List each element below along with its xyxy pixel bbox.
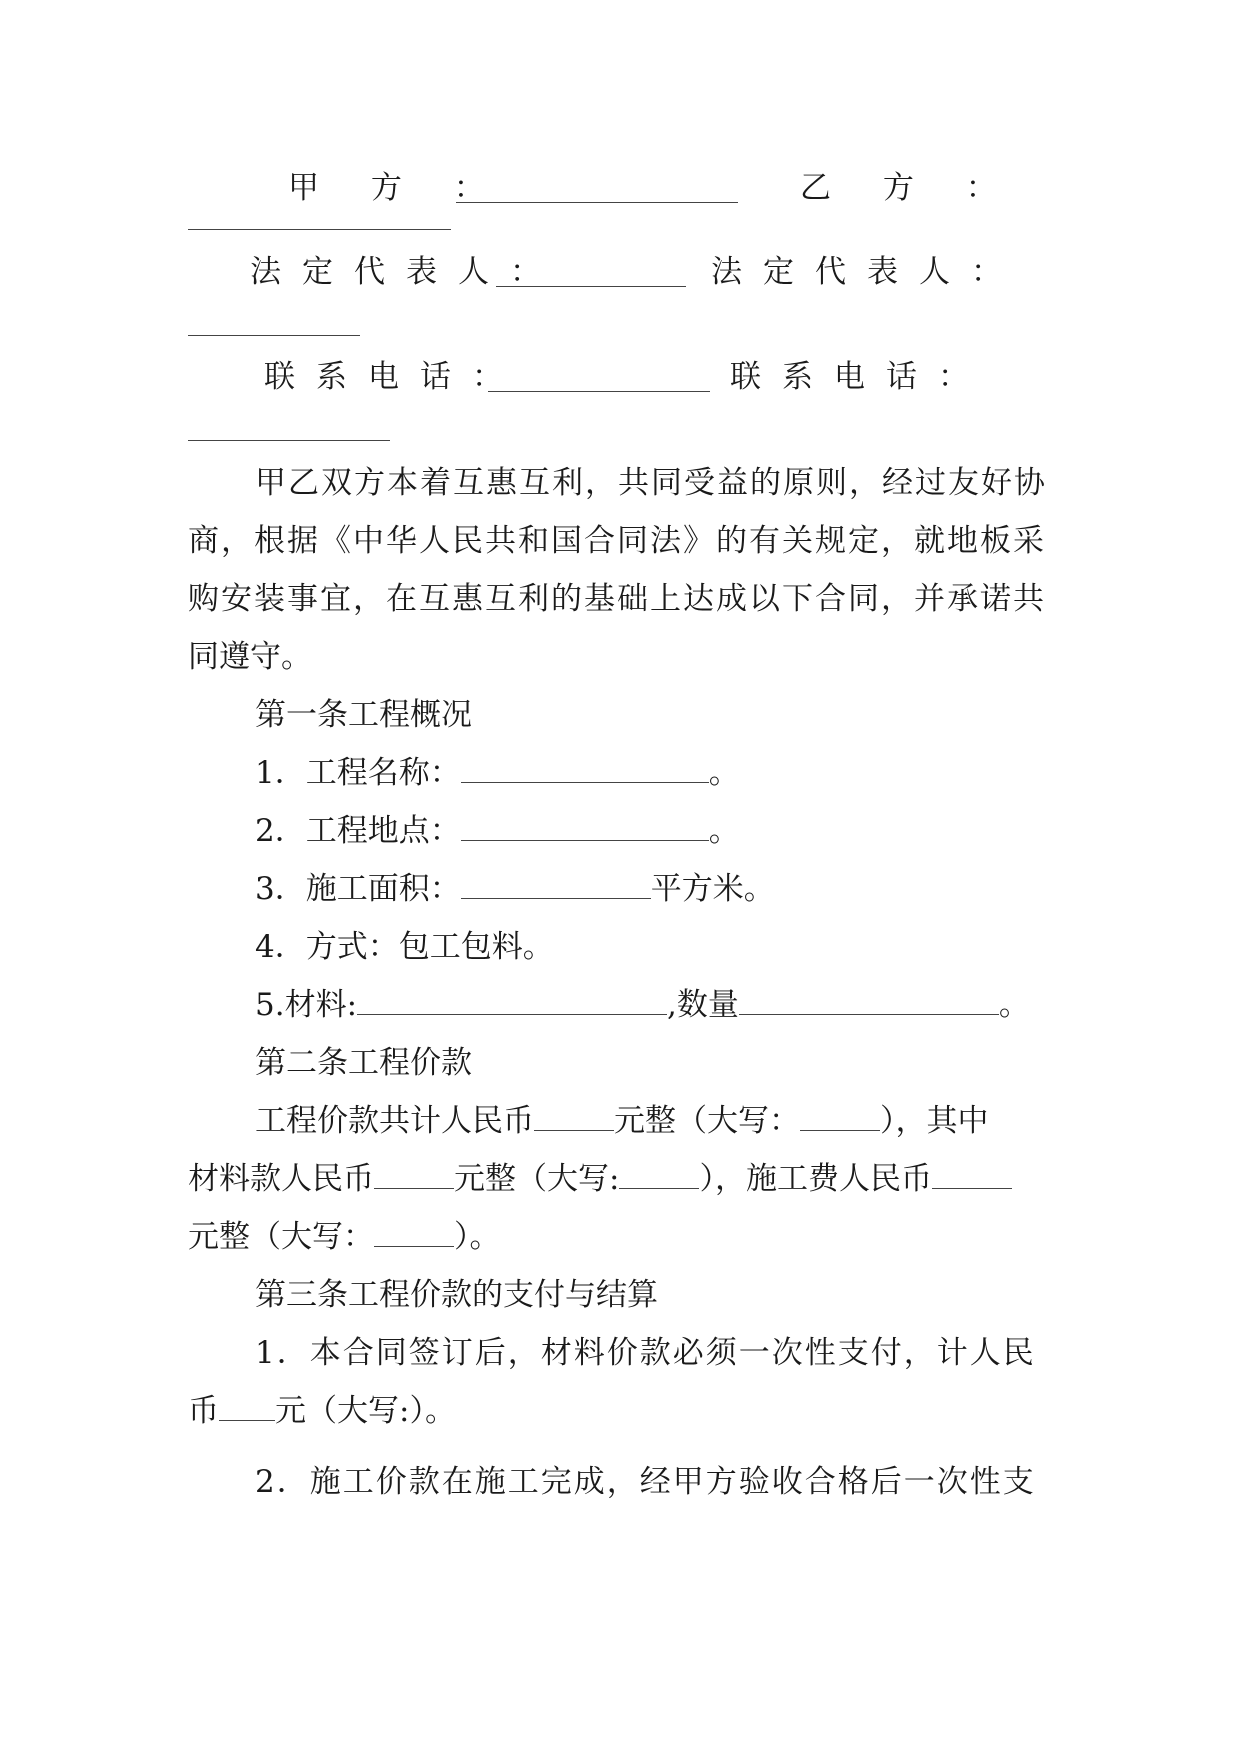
- intro-line-3: 购安装事宜，在互惠互利的基础上达成以下合同，并承诺共: [188, 581, 1046, 617]
- quantity-label: ,数量: [667, 987, 739, 1023]
- intro-line-4: 同遵守。: [188, 639, 312, 675]
- article1-title: 第一条工程概况: [255, 697, 472, 733]
- article3-item1-line1: 1．本合同签订后，材料价款必须一次性支付，计人民: [255, 1335, 1036, 1371]
- payment-text: 币: [188, 1393, 219, 1429]
- intro-line-2: 商，根据《中华人民共和国合同法》的有关规定，就地板采: [188, 523, 1046, 559]
- party-b-label: 乙 方 ：: [800, 170, 1018, 206]
- total-price-words-blank: [800, 1104, 880, 1131]
- party-a-blank: [456, 176, 738, 203]
- phone-a-blank: [488, 365, 710, 392]
- article1-item1: [255, 753, 1055, 793]
- intro-line-1: 甲乙双方本着互惠互利，共同受益的原则，经过友好协: [255, 465, 1047, 501]
- article1-item3: [255, 869, 1055, 909]
- party-b-blank: [188, 229, 451, 230]
- material-price-blank: [374, 1162, 454, 1189]
- article2-title: 第二条工程价款: [255, 1045, 472, 1081]
- area-blank: [461, 872, 651, 899]
- material-blank: [357, 988, 667, 1015]
- period: 。: [998, 987, 1030, 1023]
- labor-price-words-blank: [374, 1220, 454, 1247]
- rep-a-label: 法定代表人：: [250, 254, 562, 290]
- article2-line1: [255, 1101, 1055, 1141]
- material-label: 5.材料:: [255, 987, 358, 1023]
- price-text: 材料款人民币: [188, 1161, 374, 1197]
- rep-a-blank: [496, 260, 686, 287]
- area-unit: 平方米。: [650, 871, 775, 907]
- price-text: ），其中: [880, 1103, 989, 1139]
- project-location-label: 2．工程地点：: [255, 813, 461, 849]
- article3-item1-line2: [188, 1391, 1053, 1431]
- period: 。: [708, 813, 740, 849]
- labor-price-blank: [932, 1162, 1012, 1189]
- price-text: ）。: [454, 1219, 501, 1255]
- total-price-blank: [534, 1104, 614, 1131]
- project-location-blank: [461, 814, 709, 841]
- material-price-words-blank: [619, 1162, 699, 1189]
- project-name-blank: [461, 756, 709, 783]
- area-label: 3．施工面积：: [255, 871, 461, 907]
- price-text: ），施工费人民币: [699, 1161, 932, 1197]
- article1-item4: 4．方式：包工包料。: [255, 929, 554, 965]
- price-text: 元整（大写:: [454, 1161, 620, 1197]
- phone-a-label: 联系电话：: [264, 359, 524, 395]
- project-name-label: 1．工程名称：: [255, 755, 461, 791]
- article1-item5: [255, 985, 1055, 1025]
- rep-b-blank: [188, 335, 360, 336]
- period: 。: [708, 755, 740, 791]
- rep-b-label: 法定代表人：: [711, 254, 1023, 290]
- article2-line2: [188, 1159, 1053, 1199]
- quantity-blank: [739, 988, 999, 1015]
- article3-item2-line1: 2．施工价款在施工完成，经甲方验收合格后一次性支: [255, 1464, 1036, 1500]
- price-text: 元整（大写：: [188, 1219, 374, 1255]
- price-text: 工程价款共计人民币: [255, 1103, 534, 1139]
- party-a-label: 甲 方 ：: [288, 170, 506, 206]
- phone-b-blank: [188, 440, 390, 441]
- article1-item2: [255, 811, 1055, 851]
- phone-b-label: 联系电话：: [730, 359, 990, 395]
- article3-title: 第三条工程价款的支付与结算: [255, 1277, 658, 1313]
- payment-text: 元（大写:）。: [275, 1393, 456, 1429]
- price-text: 元整（大写：: [614, 1103, 800, 1139]
- article2-line3: [188, 1217, 1053, 1257]
- material-payment-blank: [219, 1394, 275, 1421]
